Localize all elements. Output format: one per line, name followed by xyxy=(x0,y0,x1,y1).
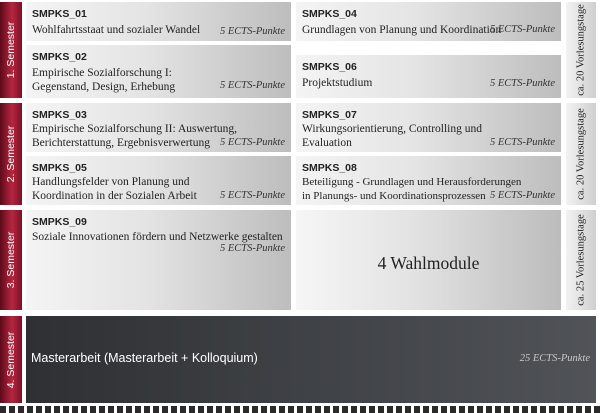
module-ects: 5 ECTS-Punkte xyxy=(489,78,555,89)
module-ects: 5 ECTS-Punkte xyxy=(219,80,285,91)
module-ects: 5 ECTS-Punkte xyxy=(219,243,285,254)
module-box-smpks-07 xyxy=(296,103,561,152)
module-title: Grundlagen von Planung und Koordination xyxy=(302,24,502,36)
module-code: SMPKS_09 xyxy=(32,216,87,228)
lecture-days-bar-1 xyxy=(566,2,596,98)
masterarbeit-ects: 25 ECTS-Punkte xyxy=(519,353,590,364)
lecture-days-label: ca. 20 Vorlesungstage xyxy=(575,108,587,200)
module-title: Empirische Sozialforschung I: Gegenstand, Design, Erhebung xyxy=(32,67,176,93)
wahlmodule-box xyxy=(296,210,561,310)
module-box-smpks-02 xyxy=(26,45,291,98)
module-box-smpks-04 xyxy=(296,2,561,41)
module-box-smpks-01 xyxy=(26,2,291,41)
module-ects: 5 ECTS-Punkte xyxy=(219,190,285,201)
module-box-smpks-08 xyxy=(296,156,561,205)
module-ects: 5 ECTS-Punkte xyxy=(489,190,555,201)
lecture-days-bar-2 xyxy=(566,103,596,205)
module-title: Wirkungsorientierung, Controlling und Evaluation xyxy=(302,123,483,149)
semester-bar-2 xyxy=(0,103,22,205)
lecture-days-label: ca. 20 Vorlesungstage xyxy=(575,4,587,96)
semester-label: 1. Semester xyxy=(5,21,17,79)
semester-label: 2. Semester xyxy=(5,125,17,183)
module-code: SMPKS_06 xyxy=(302,61,357,73)
semester-bar-3 xyxy=(0,210,22,310)
module-title: Handlungsfelder von Planung und Koordination in der Sozialen Arbeit xyxy=(32,176,197,202)
module-code: SMPKS_01 xyxy=(32,8,87,20)
masterarbeit-box xyxy=(26,316,596,403)
semester-bar-4 xyxy=(0,316,22,403)
module-ects: 5 ECTS-Punkte xyxy=(219,26,285,37)
module-code: SMPKS_08 xyxy=(302,162,357,174)
module-title: Wohlfahrtsstaat und sozialer Wandel xyxy=(32,24,201,36)
module-code: SMPKS_07 xyxy=(302,109,357,121)
wahlmodule-label: 4 Wahlmodule xyxy=(377,253,480,273)
module-code: SMPKS_03 xyxy=(32,109,87,121)
semester-label: 4. Semester xyxy=(5,331,17,388)
bottom-dashed-border xyxy=(0,406,600,413)
module-box-smpks-09 xyxy=(26,210,291,310)
module-box-smpks-03 xyxy=(26,103,291,152)
module-box-smpks-05 xyxy=(26,156,291,205)
module-ects: 5 ECTS-Punkte xyxy=(489,24,555,35)
masterarbeit-title: Masterarbeit (Masterarbeit + Kolloquium) xyxy=(31,351,258,365)
module-title: Projektstudium xyxy=(302,77,373,89)
module-code: SMPKS_05 xyxy=(32,162,87,174)
module-title: Soziale Innovationen fördern und Netzwerke gestalten xyxy=(32,231,283,243)
module-box-smpks-06 xyxy=(296,55,561,98)
lecture-days-bar-3 xyxy=(566,210,596,310)
module-code: SMPKS_04 xyxy=(302,8,357,20)
semester-label: 3. Semester xyxy=(5,231,17,289)
semester-bar-1 xyxy=(0,2,22,98)
module-ects: 5 ECTS-Punkte xyxy=(219,137,285,148)
module-code: SMPKS_02 xyxy=(32,51,87,63)
module-title: Beteiligung - Grundlagen und Herausforderungen in Planungs- und Koordinationsprozessen xyxy=(302,176,522,202)
module-title: Empirische Sozialforschung II: Auswertung, Berichterstattung, Ergebnisverwertung xyxy=(32,123,238,149)
module-ects: 5 ECTS-Punkte xyxy=(489,137,555,148)
lecture-days-label: ca. 25 Vorlesungstage xyxy=(575,214,587,306)
